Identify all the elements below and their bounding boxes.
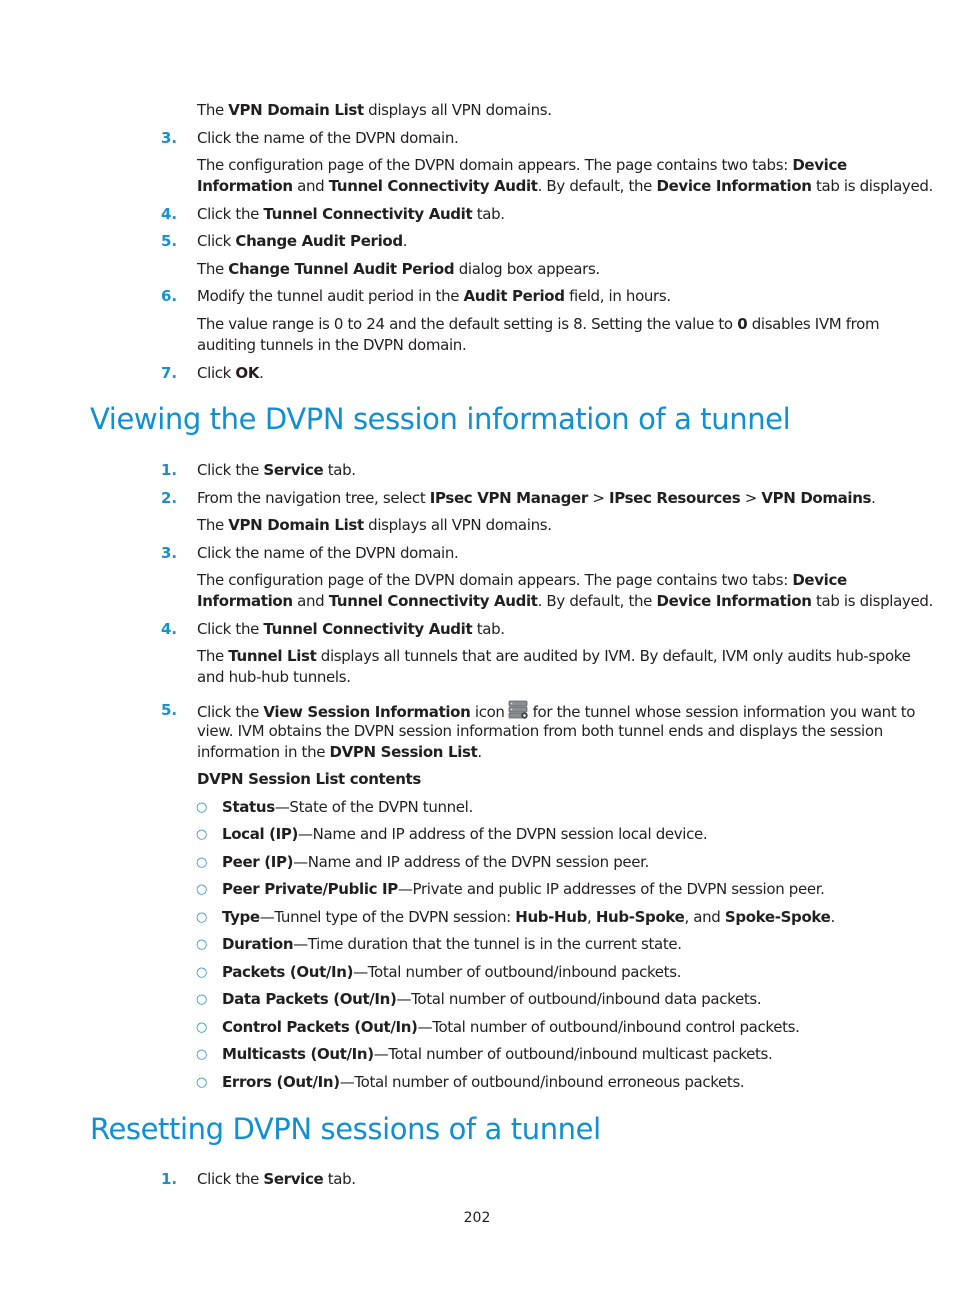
step-number: 1. <box>161 461 178 479</box>
step-number: 5. <box>161 701 178 719</box>
step-text: Click the Tunnel Connectivity Audit tab. <box>197 620 505 638</box>
list-item <box>222 797 473 818</box>
list-item-term: Peer (IP) <box>222 853 294 871</box>
list-item <box>222 852 649 873</box>
list-item-term: Status <box>222 798 275 816</box>
list-item-text: —Tunnel type of the DVPN session: <box>259 908 516 926</box>
list-item-text: —Total number of outbound/inbound control packets. <box>417 1018 800 1036</box>
step-number: 6. <box>161 287 178 305</box>
paragraph: The Tunnel List displays all tunnels that are audited by IVM. By default, IVM only audits hub-spoke <box>197 647 911 665</box>
bullet-marker: ○ <box>196 1075 208 1090</box>
list-item-term: Hub-Spoke <box>595 908 685 926</box>
list-item <box>222 1017 800 1038</box>
list-item <box>222 879 825 900</box>
bullet-marker: ○ <box>196 910 208 925</box>
list-item-term: Peer Private/Public IP <box>222 880 398 898</box>
list-item-text: , <box>586 908 596 926</box>
list-item-text: —Name and IP address of the DVPN session peer. <box>293 853 649 871</box>
step-number: 3. <box>161 129 178 147</box>
list-item <box>222 824 707 845</box>
page-number: 202 <box>463 1210 491 1226</box>
paragraph: Information and Tunnel Connectivity Audit. By default, the Device Information tab is displayed. <box>197 177 933 195</box>
list-item-term: Hub-Hub <box>515 908 587 926</box>
step-number: 2. <box>161 489 178 507</box>
step-text: Click the name of the DVPN domain. <box>197 129 459 147</box>
section-heading: Viewing the DVPN session information of a tunnel <box>90 402 791 436</box>
bullet-marker: ○ <box>196 800 208 815</box>
list-item-term: Local (IP) <box>222 825 299 843</box>
step-text: Click the View Session Information icon for the tunnel whose session information you want to <box>197 700 915 726</box>
bullet-marker: ○ <box>196 992 208 1007</box>
bullet-marker: ○ <box>196 882 208 897</box>
step-text: From the navigation tree, select IPsec VPN Manager > IPsec Resources > VPN Domains. <box>197 489 876 507</box>
list-item-term: Multicasts (Out/In) <box>222 1045 374 1063</box>
list-item <box>222 907 835 928</box>
step-number: 1. <box>161 1170 178 1188</box>
paragraph: The VPN Domain List displays all VPN domains. <box>197 101 552 119</box>
list-item-text: —Time duration that the tunnel is in the current state. <box>293 935 682 953</box>
paragraph: view. IVM obtains the DVPN session information from both tunnel ends and displays the session <box>197 722 883 740</box>
bullet-marker: ○ <box>196 937 208 952</box>
list-item-text: —State of the DVPN tunnel. <box>274 798 473 816</box>
step-number: 7. <box>161 364 178 382</box>
step-number: 3. <box>161 544 178 562</box>
bullet-marker: ○ <box>196 1020 208 1035</box>
list-item-text: —Total number of outbound/inbound data packets. <box>396 990 762 1008</box>
paragraph: The configuration page of the DVPN domain appears. The page contains two tabs: Device <box>197 156 847 174</box>
list-item-text: —Total number of outbound/inbound erroneous packets. <box>339 1073 745 1091</box>
list-item-text: . <box>830 908 835 926</box>
section-heading: Resetting DVPN sessions of a tunnel <box>90 1112 601 1146</box>
paragraph: The configuration page of the DVPN domain appears. The page contains two tabs: Device <box>197 571 847 589</box>
paragraph: The value range is 0 to 24 and the default setting is 8. Setting the value to 0 disables IVM from <box>197 315 880 333</box>
paragraph: auditing tunnels in the DVPN domain. <box>197 336 467 354</box>
list-item <box>222 962 681 983</box>
list-item-term: Errors (Out/In) <box>222 1073 340 1091</box>
bullet-marker: ○ <box>196 827 208 842</box>
list-item-term: Packets (Out/In) <box>222 963 354 981</box>
bullet-marker: ○ <box>196 965 208 980</box>
step-number: 4. <box>161 620 178 638</box>
paragraph: The Change Tunnel Audit Period dialog box appears. <box>197 260 600 278</box>
step-text: Click the Service tab. <box>197 461 356 479</box>
list-item-term: Type <box>222 908 260 926</box>
list-item-term: Control Packets (Out/In) <box>222 1018 418 1036</box>
step-number: 5. <box>161 232 178 250</box>
bullet-marker: ○ <box>196 1047 208 1062</box>
list-item-term: Duration <box>222 935 294 953</box>
list-item-text: —Total number of outbound/inbound packets. <box>353 963 682 981</box>
list-item-term: Data Packets (Out/In) <box>222 990 397 1008</box>
list-title: DVPN Session List contents <box>197 770 421 788</box>
list-item-text: —Private and public IP addresses of the DVPN session peer. <box>397 880 825 898</box>
paragraph: and hub-hub tunnels. <box>197 668 351 686</box>
list-item <box>222 1044 772 1065</box>
paragraph: Information and Tunnel Connectivity Audit. By default, the Device Information tab is displayed. <box>197 592 933 610</box>
paragraph: information in the DVPN Session List. <box>197 743 482 761</box>
list-item-text: , and <box>684 908 725 926</box>
bullet-marker: ○ <box>196 855 208 870</box>
step-text: Click Change Audit Period. <box>197 232 408 250</box>
step-number: 4. <box>161 205 178 223</box>
step-text: Modify the tunnel audit period in the Audit Period field, in hours. <box>197 287 671 305</box>
list-item <box>222 1072 744 1093</box>
list-item <box>222 989 761 1010</box>
list-item-text: —Total number of outbound/inbound multicast packets. <box>373 1045 773 1063</box>
step-text: Click OK. <box>197 364 264 382</box>
list-item-text: —Name and IP address of the DVPN session local device. <box>298 825 708 843</box>
step-text: Click the Tunnel Connectivity Audit tab. <box>197 205 505 223</box>
list-item <box>222 934 682 955</box>
step-text: Click the name of the DVPN domain. <box>197 544 459 562</box>
step-text: Click the Service tab. <box>197 1170 356 1188</box>
paragraph: The VPN Domain List displays all VPN domains. <box>197 516 552 534</box>
list-item-term: Spoke-Spoke <box>724 908 831 926</box>
